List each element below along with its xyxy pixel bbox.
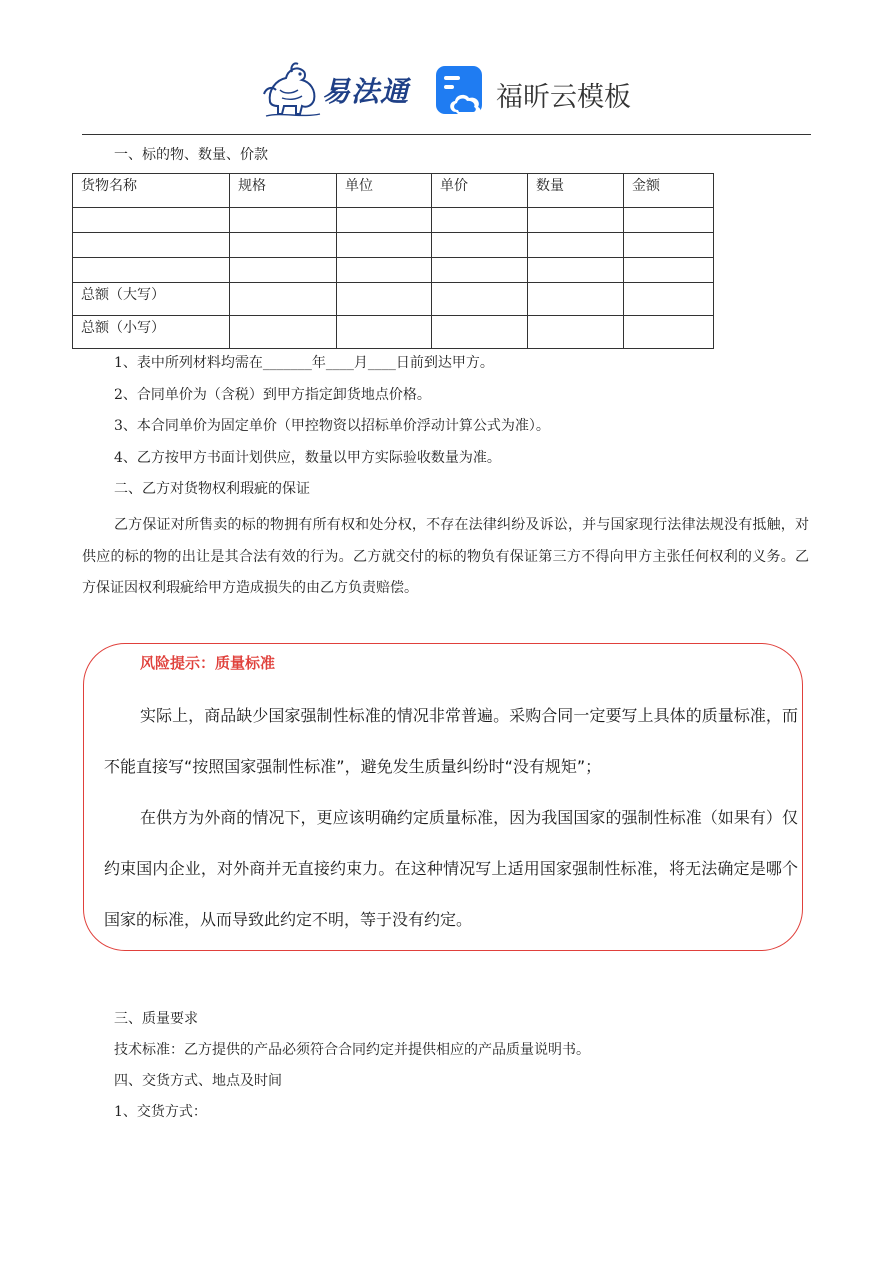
table-cell [624, 316, 714, 349]
table-row [73, 208, 714, 233]
section3-text: 技术标准：乙方提供的产品必须符合合同约定并提供相应的产品质量说明书。 [114, 1042, 590, 1058]
table-cell [230, 258, 337, 283]
table-cell [432, 283, 528, 316]
header-divider [82, 134, 811, 135]
table-cell [230, 283, 337, 316]
table-cell [73, 258, 230, 283]
table-cell [528, 316, 624, 349]
section1-heading: 一、标的物、数量、价款 [114, 147, 268, 163]
section2-paragraph: 乙方保证对所售卖的标的物拥有所有权和处分权，不存在法律纠纷及诉讼，并与国家现行法律法规没有抵触，对供应的标的物的出让是其合法有效的行为。乙方就交付的标的物负有保证第三方不得向甲方主张任何权利的义务。乙方保证因权利瑕疵给甲方造成损失的由乙方负责赔偿。 [82, 517, 809, 596]
section1-item-1: 1、表中所列材料均需在_______年____月____日前到达甲方。 [114, 355, 494, 371]
table-cell [624, 208, 714, 233]
table-cell [432, 258, 528, 283]
table-cell [230, 233, 337, 258]
table-cell [337, 283, 432, 316]
foxit-template-logo [434, 64, 644, 120]
goods-table [72, 173, 714, 349]
table-cell [432, 316, 528, 349]
table-cell [337, 258, 432, 283]
table-cell [528, 208, 624, 233]
section1-item-3: 3、本合同单价为固定单价（甲控物资以招标单价浮动计算公式为准）。 [114, 418, 550, 434]
table-cell [337, 208, 432, 233]
table-cell [624, 258, 714, 283]
table-cell [528, 233, 624, 258]
table-cell [230, 316, 337, 349]
table-cell [337, 233, 432, 258]
table-cell [432, 208, 528, 233]
table-cell [624, 233, 714, 258]
section4-item-1: 1、交货方式： [114, 1104, 207, 1120]
qilin-mascot-icon [262, 60, 324, 120]
header-cell: 金额 [624, 174, 714, 208]
header-cell: 数量 [528, 174, 624, 208]
section2-heading: 二、乙方对货物权利瑕疵的保证 [114, 481, 310, 497]
section1-item-4: 4、乙方按甲方书面计划供应，数量以甲方实际验收数量为准。 [114, 450, 501, 466]
risk-warning-box [83, 643, 803, 951]
risk-paragraph: 在供方为外商的情况下，更应该明确约定质量标准，因为我国国家的强制性标准（如果有）仅约束国内企业，对外商并无直接约束力。在这种情况写上适用国家强制性标准，将无法确定是哪个国家的标准，从而导致此约定不明，等于没有约定。 [104, 808, 798, 929]
table-row [73, 258, 714, 283]
yifatong-logo [262, 60, 417, 120]
table-cell [230, 208, 337, 233]
table-cell [73, 233, 230, 258]
header-cell: 规格 [230, 174, 337, 208]
section3-heading: 三、质量要求 [114, 1011, 198, 1027]
table-cell [432, 233, 528, 258]
table-cell [337, 316, 432, 349]
table-cell [528, 258, 624, 283]
table-cell: 总额（小写） [73, 316, 230, 349]
table-row-total-lowercase [73, 316, 714, 349]
table-row [73, 233, 714, 258]
risk-warning-title: 风险提示：质量标准 [140, 654, 276, 672]
section1-item-2: 2、合同单价为（含税）到甲方指定卸货地点价格。 [114, 387, 431, 403]
yifatong-logo-text: 易法通 [322, 75, 410, 108]
header-cell: 货物名称 [73, 174, 230, 208]
table-row-total-uppercase [73, 283, 714, 316]
table-cell [528, 283, 624, 316]
table-cell [73, 208, 230, 233]
header-cell: 单位 [337, 174, 432, 208]
page-header [0, 58, 893, 124]
section4-heading: 四、交货方式、地点及时间 [114, 1073, 282, 1089]
table-cell [624, 283, 714, 316]
table-header-row [73, 174, 714, 208]
table-cell: 总额（大写） [73, 283, 230, 316]
header-cell: 单价 [432, 174, 528, 208]
foxit-template-logo-text: 福昕云模板 [496, 82, 631, 113]
cloud-document-icon [434, 64, 488, 118]
risk-paragraph: 实际上，商品缺少国家强制性标准的情况非常普遍。采购合同一定要写上具体的质量标准，而不能直接写“按照国家强制性标准”，避免发生质量纠纷时“没有规矩”； [104, 706, 798, 776]
